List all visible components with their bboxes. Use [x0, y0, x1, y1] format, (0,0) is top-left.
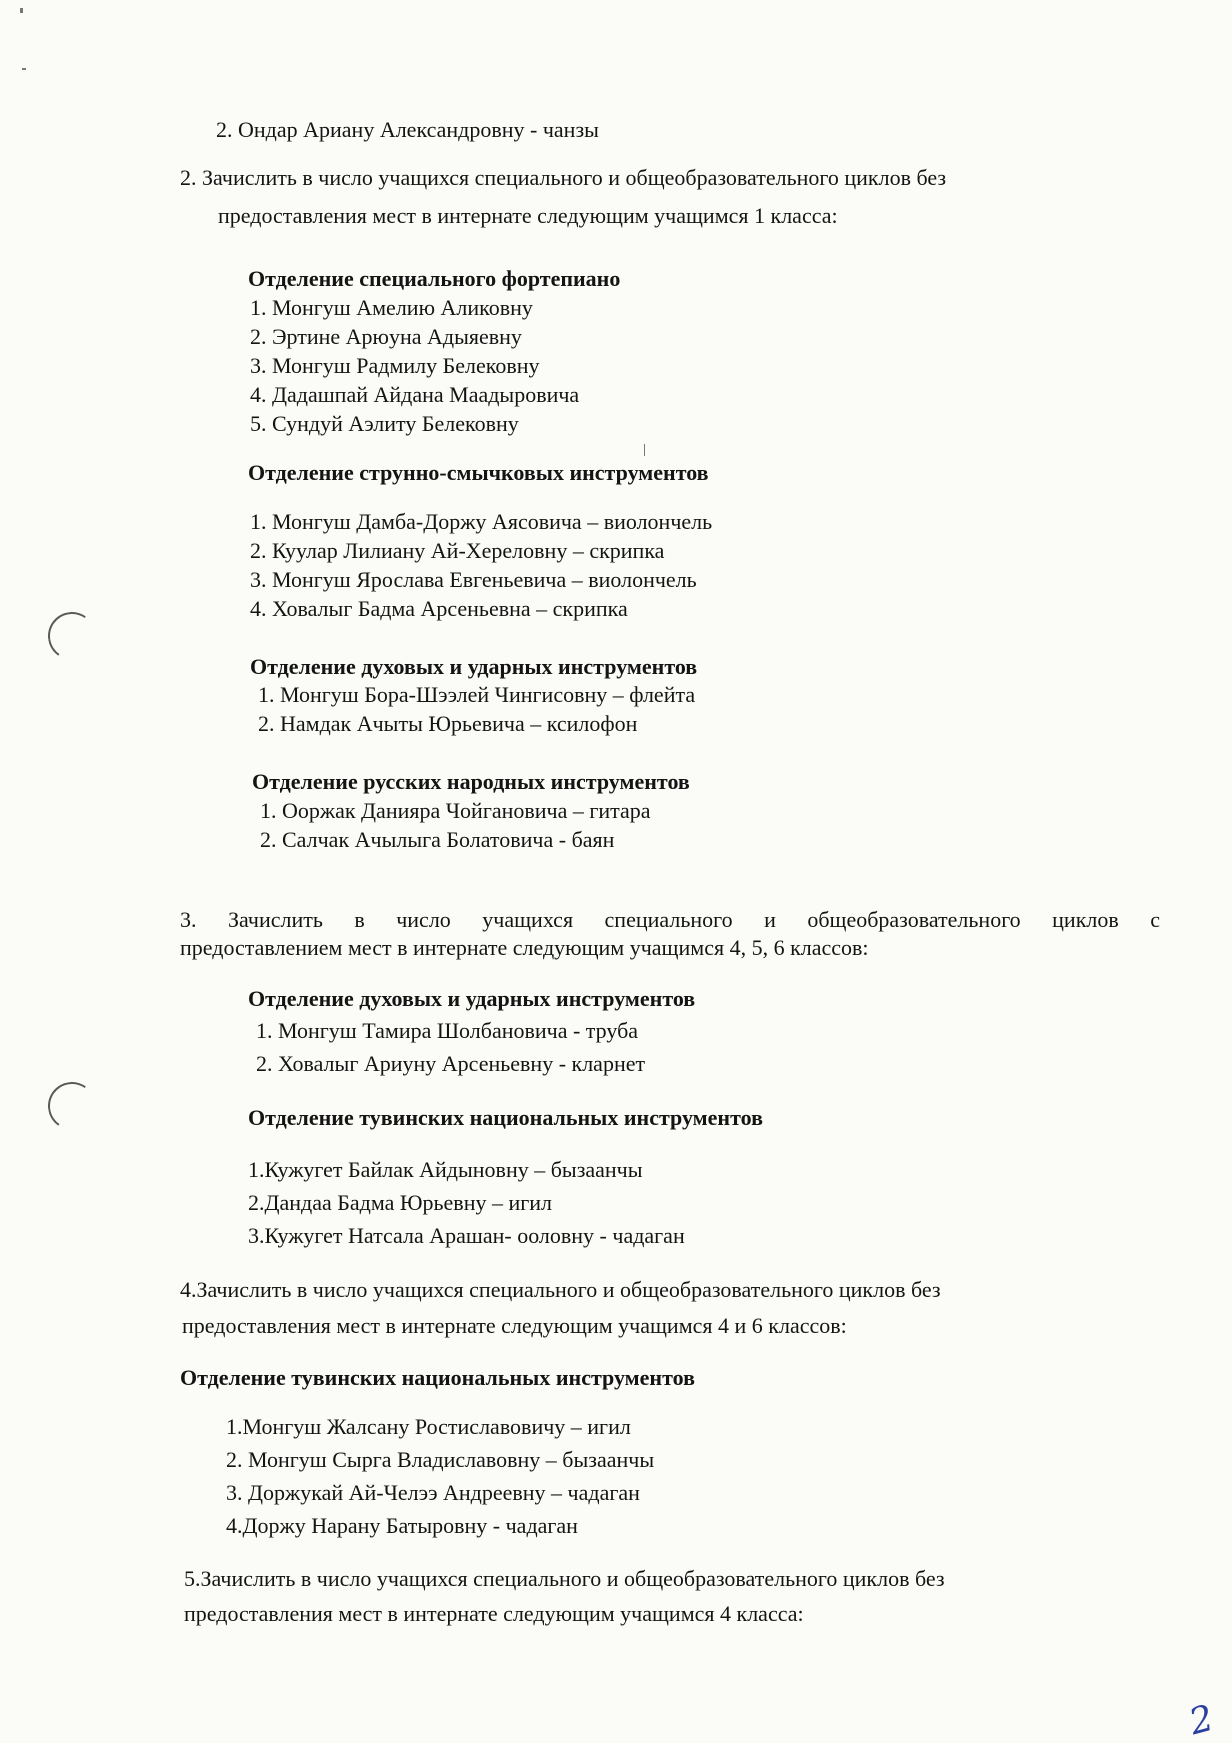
list-item: 1. Монгуш Тамира Шолбановича - труба — [256, 1018, 639, 1043]
list-item: 2.Дандаа Бадма Юрьевну – игил — [248, 1190, 553, 1215]
list-item: 2. Намдак Ачыты Юрьевича – ксилофон — [258, 711, 638, 736]
list-item: 5. Сундуй Аэлиту Белековну — [250, 411, 519, 436]
paragraph-line: предоставления мест в интернате следующим учащимся 1 класса: — [218, 203, 838, 228]
list-item: 3. Монгуш Радмилу Белековну — [250, 353, 540, 378]
list-item: 1. Монгуш Бора-Шээлей Чингисовну – флейта — [258, 682, 696, 707]
list-item: 2. Эртине Арюуна Адыяевну — [250, 324, 522, 349]
list-item: 2. Монгуш Сырга Владиславовну – бызаанчы — [226, 1447, 655, 1472]
list-item: 3. Монгуш Ярослава Евгеньевича – виолончель — [250, 567, 697, 592]
scan-speck — [20, 8, 23, 13]
section-heading: Отделение струнно-смычковых инструментов — [248, 460, 709, 485]
list-item: 1. Монгуш Амелию Аликовну — [250, 295, 533, 320]
list-item: 1. Монгуш Дамба-Доржу Аясовича – виолончель — [250, 509, 713, 534]
section-heading: Отделение русских народных инструментов — [252, 769, 690, 794]
section-heading: Отделение духовых и ударных инструментов — [248, 986, 696, 1011]
paragraph-line: 2. Зачислить в число учащихся специального и общеобразовательного циклов без — [180, 165, 947, 190]
list-item: 2. Куулар Лилиану Ай-Хереловну – скрипка — [250, 538, 665, 563]
list-item: 4.Доржу Нарану Батыровну - чадаган — [226, 1513, 578, 1538]
handwritten-page-number: 2 — [1185, 1697, 1218, 1743]
paragraph-line: предоставления мест в интернате следующим учащимся 4 и 6 классов: — [182, 1313, 847, 1338]
section-heading: Отделение тувинских национальных инструментов — [180, 1365, 695, 1390]
list-item: 4. Дадашпай Айдана Маадыровича — [250, 382, 580, 407]
section-heading: Отделение тувинских национальных инструментов — [248, 1105, 763, 1130]
list-item: 2. Ховалыг Ариуну Арсеньевну - кларнет — [256, 1051, 646, 1076]
punch-hole-mark — [44, 1078, 100, 1134]
list-item: 4. Ховалыг Бадма Арсеньевна – скрипка — [250, 596, 628, 621]
punch-hole-mark — [44, 608, 100, 664]
section-heading: Отделение специального фортепиано — [248, 266, 621, 291]
paragraph-line: 3. Зачислить в число учащихся специального и общеобразовательного циклов с — [180, 907, 1160, 932]
paragraph-line: предоставлением мест в интернате следующим учащимся 4, 5, 6 классов: — [180, 935, 869, 960]
list-item: 1.Монгуш Жалсану Ростиславовичу – игил — [226, 1414, 631, 1439]
scan-speck — [22, 68, 26, 70]
paragraph-line: предоставления мест в интернате следующим учащимся 4 класса: — [184, 1601, 804, 1626]
list-item: 1.Кужугет Байлак Айдыновну – бызаанчы — [248, 1157, 643, 1182]
scan-speck — [644, 444, 645, 456]
list-item: 2. Ондар Ариану Александровну - чанзы — [216, 117, 599, 142]
paragraph-line: 5.Зачислить в число учащихся специального и общеобразовательного циклов без — [184, 1566, 945, 1591]
list-item: 3. Доржукай Ай-Челээ Андреевну – чадаган — [226, 1480, 640, 1505]
paragraph-line: 4.Зачислить в число учащихся специального и общеобразовательного циклов без — [180, 1277, 941, 1302]
list-item: 2. Салчак Ачылыга Болатовича - баян — [260, 827, 615, 852]
list-item: 1. Ооржак Данияра Чойгановича – гитара — [260, 798, 651, 823]
section-heading: Отделение духовых и ударных инструментов — [250, 654, 698, 679]
list-item: 3.Кужугет Натсала Арашан- ооловну - чадаган — [248, 1223, 685, 1248]
